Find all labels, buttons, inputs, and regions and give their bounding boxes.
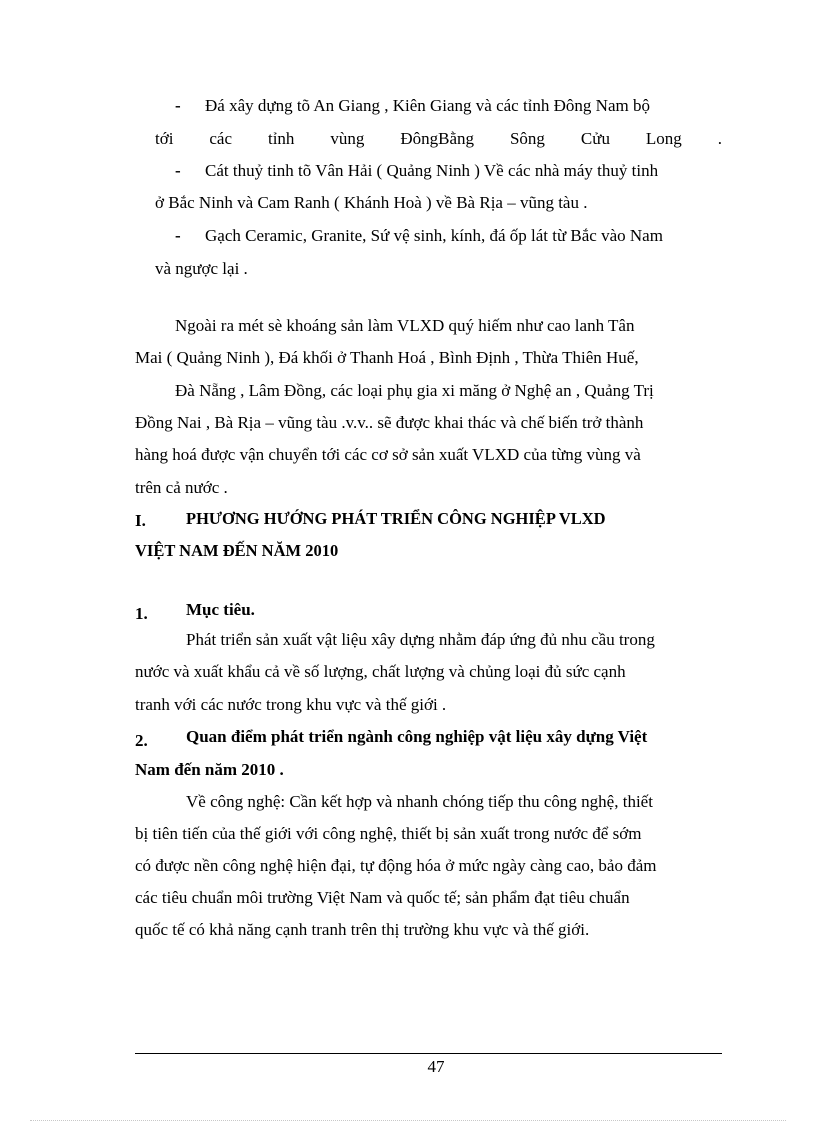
paragraph-intro-line: hàng hoá được vận chuyển tới các cơ sở sản xuất VLXD của từng vùng và: [135, 445, 641, 464]
bullet-text: Gạch Ceramic, Granite, Sứ vệ sinh, kính, đá ốp lát từ Bắc vào Nam: [205, 226, 663, 245]
bullet-item-3-line-2: và ngược lại .: [155, 259, 248, 278]
word: tới: [155, 129, 174, 148]
bullet-item-1-line-2: [155, 128, 722, 150]
paragraph-intro-line: Đà Nẵng , Lâm Đồng, các loại phụ gia xi măng ở Nghệ an , Quảng Trị: [175, 381, 654, 400]
heading-section-title: PHƯƠNG HƯỚNG PHÁT TRIỂN CÔNG NGHIỆP VLXD: [186, 509, 606, 528]
heading-subsection-number: 1.: [135, 604, 148, 623]
page-number: 47: [427, 1057, 445, 1076]
heading-subsection-title-cont: Nam đến năm 2010 .: [135, 760, 284, 779]
bullet-marker: -: [175, 226, 181, 245]
word: Long: [645, 129, 682, 148]
heading-subsection-title: Quan điểm phát triển ngành công nghiệp vật liệu xây dựng Việt: [186, 727, 648, 746]
bullet-marker: -: [175, 96, 181, 115]
paragraph-intro-line: Ngoài ra mét sè khoáng sản làm VLXD quý hiếm như cao lanh Tân: [175, 316, 635, 335]
paragraph-intro-line: Mai ( Quảng Ninh ), Đá khối ở Thanh Hoá , Bình Định , Thừa Thiên Huế,: [135, 348, 639, 367]
bullet-item-1-line-1: [175, 95, 650, 117]
paragraph-intro-line: trên cả nước .: [135, 478, 228, 497]
word: các: [209, 129, 233, 148]
word: vùng: [330, 129, 365, 148]
heading-subsection-number: 2.: [135, 731, 148, 750]
paragraph-tech-line: có được nền công nghệ hiện đại, tự động hóa ở mức ngày càng cao, bảo đảm: [135, 856, 657, 875]
word: ĐôngBằng: [400, 129, 475, 148]
paragraph-tech-line: Về công nghệ: Cần kết hợp và nhanh chóng tiếp thu công nghệ, thiết: [186, 792, 653, 811]
word: tỉnh: [267, 129, 295, 148]
heading-section-title-cont: VIỆT NAM ĐẾN NĂM 2010: [135, 541, 339, 560]
paragraph-goal-line: Phát triển sản xuất vật liệu xây dựng nhằm đáp ứng đủ nhu cầu trong: [186, 630, 655, 649]
paragraph-tech-line: các tiêu chuẩn môi trường Việt Nam và quốc tế; sản phẩm đạt tiêu chuẩn: [135, 888, 630, 907]
paragraph-tech-line: quốc tế có khả năng cạnh tranh trên thị trường khu vực và thế giới.: [135, 920, 590, 939]
paragraph-intro-line: Đồng Nai , Bà Rịa – vũng tàu .v.v.. sẽ được khai thác và chế biến trở thành: [135, 413, 644, 432]
bullet-text: Cát thuỷ tinh tõ Vân Hải ( Quảng Ninh ) Về các nhà máy thuỷ tinh: [205, 161, 659, 180]
paragraph-goal-line: tranh với các nước trong khu vực và thế giới .: [135, 695, 447, 714]
bullet-text: Đá xây dựng tõ An Giang , Kiên Giang và các tỉnh Đông Nam bộ: [205, 96, 650, 115]
footer-divider: [135, 1053, 722, 1054]
paragraph-goal-line: nước và xuất khẩu cả về số lượng, chất lượng và chủng loại đủ sức cạnh: [135, 662, 626, 681]
paragraph-tech-line: bị tiên tiến của thế giới với công nghệ, thiết bị sản xuất trong nước để sớm: [135, 824, 642, 843]
word: Sông: [509, 129, 545, 148]
heading-subsection-title: Mục tiêu.: [186, 600, 255, 619]
word: Cửu: [580, 129, 610, 148]
page-edge-dotted-border: [30, 1120, 786, 1121]
bullet-item-3-line-1: [175, 225, 663, 247]
bullet-item-2-line-2: ở Bắc Ninh và Cam Ranh ( Khánh Hoà ) về Bà Rịa – vũng tàu .: [155, 193, 588, 212]
heading-section-number: I.: [135, 511, 146, 530]
bullet-marker: -: [175, 161, 181, 180]
word: .: [717, 129, 722, 148]
bullet-item-2-line-1: [175, 160, 658, 182]
